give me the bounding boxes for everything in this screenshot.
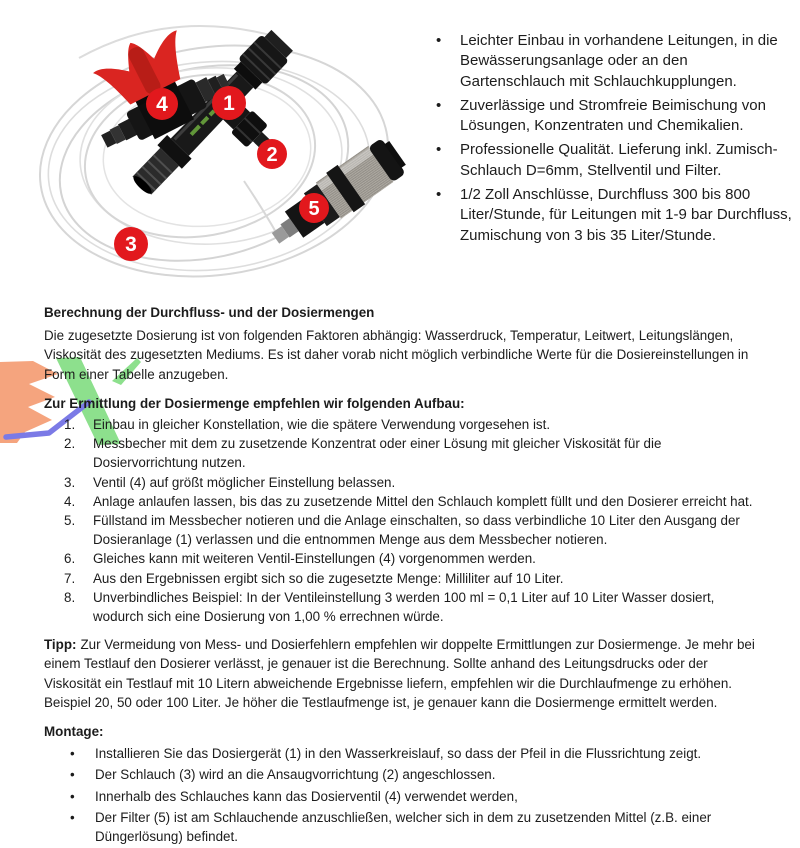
feature-text: Leichter Einbau in vorhandene Leitungen, in die Bewässerungsanlage oder an den Gartenschlauch mit Schlauchkupplungen. [460, 32, 778, 90]
tip-label: Tipp: [44, 637, 77, 653]
setup-step [64, 415, 758, 434]
step-text: Anlage anlaufen lassen, bis das zu zusetzende Mittel den Schlauch komplett füllt und den Dosierer erreicht hat. [93, 493, 753, 509]
feature-item [434, 140, 792, 181]
bullet-icon: • [436, 186, 442, 204]
feature-item [434, 31, 792, 92]
svg-text:5: 5 [308, 198, 320, 220]
step-text: Gleiches kann mit weiteren Ventil-Einstellungen (4) vorgenommen werden. [93, 551, 536, 567]
part-badge-3 [114, 227, 148, 261]
step-number: 3. [64, 474, 76, 490]
feature-item [434, 185, 792, 246]
step-number: 2. [64, 436, 76, 452]
tip-text: Zur Vermeidung von Mess- und Dosierfehlern empfehlen wir doppelte Ermittlungen zur Dosiermenge. Je mehr bei einem Testlauf den Dosierer verlässt, je genauer ist die Berechnung. Sollte anhand des Leitungsdrucks oder der Viskosität ein Testlauf mit 10 Litern abweichende Ergebnisse liefern, empfehlen wir die Durchlaufmenge zu erhöhen. Beispiel 20, 50 oder 100 Liter. Je höher die Testlaufmenge ist, je genauer kann die Dosiermenge ermittelt werden. [44, 637, 755, 710]
feature-text: 1/2 Zoll Anschlüsse, Durchfluss 300 bis 800 Liter/Stunde, für Leitungen mit 1-9 bar Durchfluss, Zumischung von 3 bis 35 Liter/Stunde. [460, 186, 792, 244]
setup-step [64, 588, 758, 626]
feature-list [434, 31, 792, 250]
product-photo [18, 6, 420, 298]
step-number: 6. [64, 551, 76, 567]
step-text: Unverbindliches Beispiel: In der Ventileinstellung 3 werden 100 ml = 0,1 Liter auf 10 Liter Wasser dosiert, wodurch sich eine Dosierung von 1,00 % errechnen würde. [93, 589, 715, 625]
montage-item [70, 744, 758, 763]
dosing-valve [70, 12, 236, 161]
part-badge-1 [212, 86, 246, 120]
montage-text: Innerhalb des Schlauches kann das Dosierventil (4) verwendet werden, [95, 788, 518, 804]
part-badge-4 [146, 88, 178, 120]
section-title-montage: Montage: [44, 724, 104, 740]
feature-text: Zuverlässige und Stromfreie Beimischung von Lösungen, Konzentraten und Chemikalien. [460, 96, 766, 135]
section-title-aufbau: Zur Ermittlung der Dosiermenge empfehlen wir folgenden Aufbau: [44, 395, 465, 411]
step-number: 1. [64, 417, 76, 433]
bullet-icon: • [70, 809, 75, 825]
step-number: 8. [64, 589, 76, 605]
bullet-icon: • [436, 96, 442, 114]
svg-text:4: 4 [156, 93, 168, 116]
setup-step [64, 511, 758, 549]
step-text: Aus den Ergebnissen ergibt sich so die zugesetzte Menge: Milliliter auf 10 Liter. [93, 570, 564, 586]
bullet-icon: • [436, 141, 442, 159]
montage-item [70, 787, 758, 806]
calc-paragraph: Die zugesetzte Dosierung ist von folgenden Faktoren abhängig: Wasserdruck, Temperatur, Leitwert, Leitungslängen, Viskosität des zugesetzten Mediums. Es ist daher vorab nicht möglich verbindliche Werte für die Dosiereinstellungen in Form einer Tabelle anzugeben. [44, 328, 749, 382]
step-number: 7. [64, 570, 76, 586]
bullet-icon: • [70, 788, 75, 804]
setup-step [64, 549, 758, 568]
svg-text:3: 3 [125, 233, 137, 256]
product-illustration [18, 6, 420, 298]
bullet-icon: • [70, 746, 75, 762]
montage-text: Der Schlauch (3) wird an die Ansaugvorrichtung (2) angeschlossen. [95, 767, 496, 783]
montage-item [70, 765, 758, 784]
svg-text:2: 2 [266, 144, 278, 166]
montage-list [44, 744, 758, 846]
setup-steps [44, 415, 758, 626]
step-text: Ventil (4) auf größt möglicher Einstellung belassen. [93, 474, 396, 490]
step-text: Einbau in gleicher Konstellation, wie die spätere Verwendung vorgesehen ist. [93, 417, 551, 433]
part-badge-2 [257, 139, 287, 169]
description-body [44, 303, 758, 848]
setup-step [64, 434, 758, 472]
feature-item [434, 96, 792, 137]
feature-text: Professionelle Qualität. Lieferung inkl. Zumisch-Schlauch D=6mm, Stellventil und Filter. [460, 141, 778, 179]
montage-text: Installieren Sie das Dosiergerät (1) in den Wasserkreislauf, so dass der Pfeil in die Flussrichtung zeigt. [95, 746, 702, 762]
step-number: 4. [64, 493, 76, 509]
setup-step [64, 492, 758, 511]
setup-step [64, 569, 758, 588]
step-text: Messbecher mit dem zu zusetzende Konzentrat oder einer Lösung mit gleicher Viskosität für die Dosiervorrichtung nutzen. [93, 436, 662, 471]
montage-item [70, 808, 758, 846]
bullet-icon: • [436, 32, 442, 49]
montage-text: Der Filter (5) ist am Schlauchende anzuschließen, welcher sich in dem zu zusetzenden Mittel (z.B. einer Düngerlösung) befindet. [95, 809, 712, 845]
setup-step [64, 473, 758, 492]
section-title-berechnung: Berechnung der Durchfluss- und der Dosiermengen [44, 305, 375, 320]
svg-text:1: 1 [223, 92, 235, 115]
step-number: 5. [64, 513, 76, 529]
tip-paragraph [44, 635, 758, 712]
step-text: Füllstand im Messbecher notieren und die Anlage einschalten, so dass verbindliche 10 Liter den Ausgang der Dosieranlage (1) verlassen und die entnommen Menge aus dem Messbecher notieren. [93, 513, 740, 548]
part-badge-5 [299, 193, 329, 223]
hose-coil [25, 24, 403, 298]
bullet-icon: • [70, 767, 75, 783]
